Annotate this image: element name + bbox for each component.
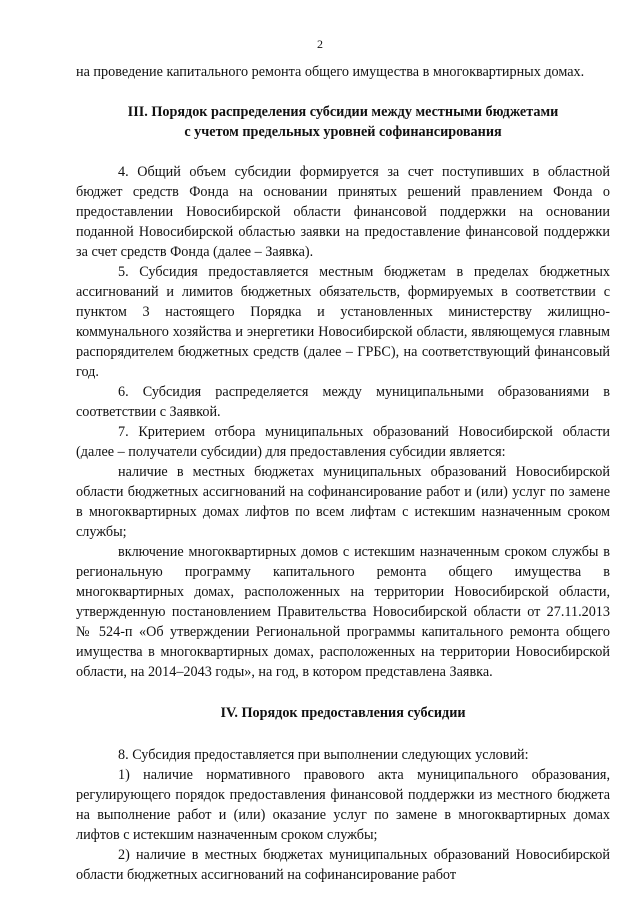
paragraph-7: 7. Критерием отбора муниципальных образований Новосибирской области (далее – получатели субсидии) для предоставления субсидии является: <box>76 424 610 460</box>
section-3-heading <box>76 102 610 142</box>
section-3-heading-line-1: III. Порядок распределения субсидии между местными бюджетами <box>127 104 559 120</box>
criterion-budget-allocations: наличие в местных бюджетах муниципальных образований Новосибирской области бюджетных ассигнований на софинансирование работ и (или) услуг по замене в многоквартирных домах лифтов по всем лифтам с истекшим назначенным сроком службы; <box>76 464 610 540</box>
condition-1: 1) наличие нормативного правового акта муниципального образования, регулирующего порядок предоставления финансовой поддержки из местного бюджета на выполнение работ и (или) оказание услуг по замене в многоквартирных домах лифтов с истекшим назначенным сроком службы; <box>76 767 610 843</box>
paragraph-5: 5. Субсидия предоставляется местным бюджетам в пределах бюджетных ассигнований и лимитов бюджетных обязательств, формируемых в соответствии с пунктом 3 настоящего Порядка и установленных министерству жилищно-коммунального хозяйства и энергетики Новосибирской области, являющемуся главным распорядителем бюджетных средств (далее – ГРБС), на соответствующий финансовый год. <box>76 264 610 380</box>
paragraph-4: 4. Общий объем субсидии формируется за счет поступивших в областной бюджет средств Фонда на основании принятых решений правлением Фонда о предоставлении Новосибирской области финансовой поддержки на основании поданной Новосибирской областью заявки на предоставление финансовой поддержки за счет средств Фонда (далее – Заявка). <box>76 164 610 260</box>
section-4-heading: IV. Порядок предоставления субсидии <box>220 705 466 721</box>
paragraph-6: 6. Субсидия распределяется между муниципальными образованиями в соответствии с Заявкой. <box>76 384 610 420</box>
criterion-regional-program: включение многоквартирных домов с истекшим назначенным сроком службы в региональную программу капитального ремонта общего имущества в многоквартирных домах, расположенных на территории Новосибирской области, утвержденную постановлением Правительства Новосибирской области от 27.11.2013 № 524-п «Об утверждении Региональной программы капитального ремонта общего имущества в многоквартирных домах, расположенных на территории Новосибирской области, на 2014–2043 годы», на год, в котором представлена Заявка. <box>76 544 610 680</box>
condition-2: 2) наличие в местных бюджетах муниципальных образований Новосибирской области бюджетных ассигнований на софинансирование работ <box>76 847 610 883</box>
intro-continuation: на проведение капитального ремонта общего имущества в многоквартирных домах. <box>76 64 585 80</box>
document-body <box>76 62 610 885</box>
page-number: 2 <box>317 37 323 51</box>
section-3-heading-line-2: с учетом предельных уровней софинансирования <box>184 124 502 140</box>
paragraph-8: 8. Субсидия предоставляется при выполнении следующих условий: <box>118 747 529 763</box>
